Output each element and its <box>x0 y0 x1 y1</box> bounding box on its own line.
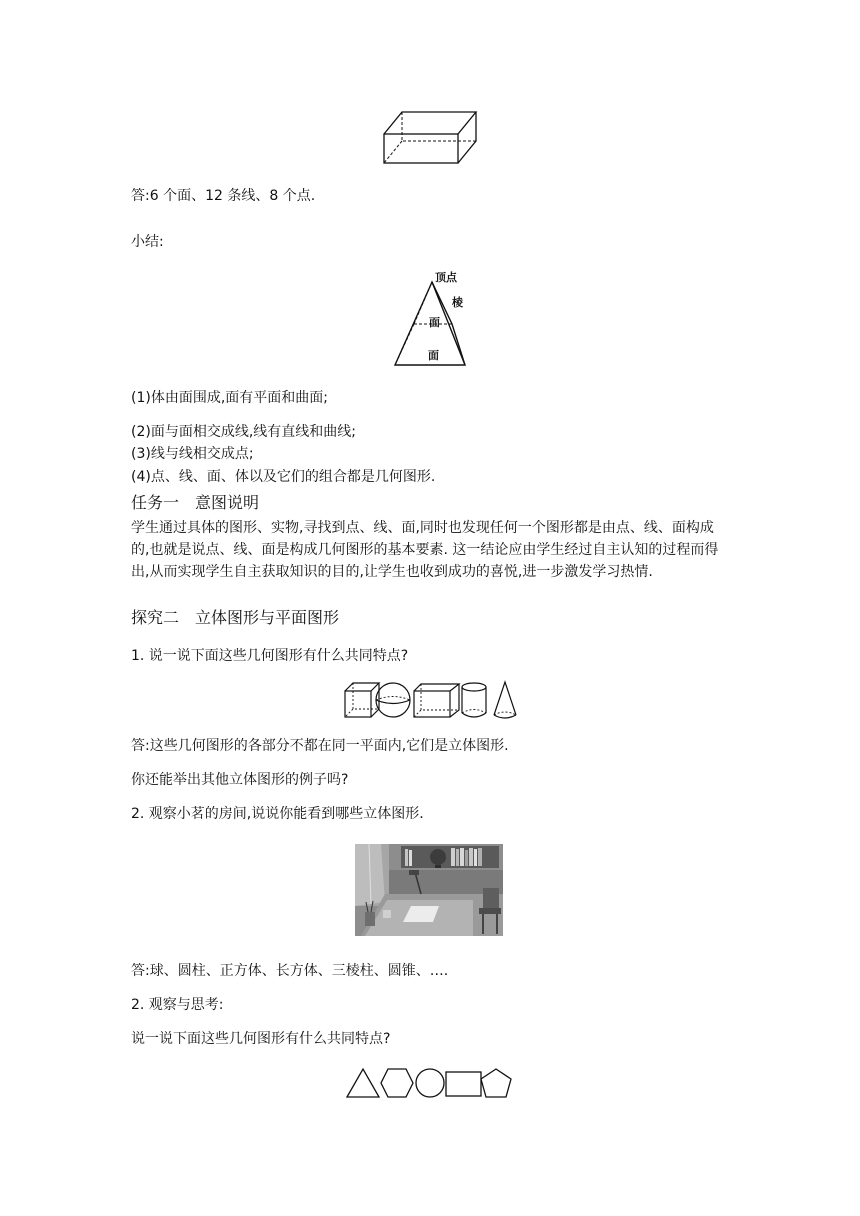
summary-item-4: (4)点、线、面、体以及它们的组合都是几何图形. <box>131 469 436 485</box>
answer-1: 答:这些几何图形的各部分不都在同一平面内,它们是立体图形. <box>131 738 509 754</box>
sphere-shape <box>376 683 410 717</box>
explore-two-heading: 探究二 立体图形与平面图形 <box>131 608 340 627</box>
edge-label: 棱 <box>452 296 463 309</box>
room-photo <box>355 844 503 936</box>
vertex-label: 顶点 <box>435 271 457 284</box>
face-label-lower: 面 <box>428 349 439 362</box>
task-one-text: 学生通过具体的图形、实物,寻找到点、线、面,同时也发现任何一个图形都是由点、线、面构成的,也就是说点、线、面是构成几何图形的基本要素. 这一结论应由学生经过自主认知的过程而得出,从而实现学生自主获取知识的目的,让学生也收到成功的喜悦,进一步激发学习热情. <box>131 520 719 580</box>
rectangle-shape <box>446 1072 481 1096</box>
pentagon-shape <box>481 1069 511 1097</box>
summary-item-2: (2)面与面相交成线,线有直线和曲线; <box>131 424 356 440</box>
answer-2: 答:球、圆柱、正方体、长方体、三棱柱、圆锥、…. <box>131 963 449 979</box>
plane-shapes-figure <box>344 1066 514 1100</box>
answer-faces-lines-points: 答:6 个面、12 条线、8 个点. <box>131 188 316 204</box>
hexagon-shape <box>381 1069 413 1097</box>
cone-shape <box>494 682 516 718</box>
question-3: 2. 观察与思考: <box>131 997 224 1013</box>
cuboid-figure <box>382 110 478 166</box>
cylinder-shape <box>462 683 486 717</box>
circle-shape <box>416 1069 444 1097</box>
question-2: 2. 观察小茗的房间,说说你能看到哪些立体图形. <box>131 806 424 822</box>
summary-item-3: (3)线与线相交成点; <box>131 446 254 462</box>
face-label-upper: 面 <box>429 316 440 329</box>
question-1: 1. 说一说下面这些几何图形有什么共同特点? <box>131 648 409 664</box>
triangle-shape <box>347 1069 379 1097</box>
question-3-sub: 说一说下面这些几何图形有什么共同特点? <box>131 1031 391 1047</box>
summary-label: 小结: <box>131 234 164 250</box>
task-one-heading: 任务一 意图说明 <box>131 493 260 512</box>
summary-item-1: (1)体由面围成,面有平面和曲面; <box>131 390 328 406</box>
solid-shapes-figure <box>343 679 519 721</box>
question-1-followup: 你还能举出其他立体图形的例子吗? <box>131 772 349 788</box>
pyramid-figure <box>390 268 475 370</box>
